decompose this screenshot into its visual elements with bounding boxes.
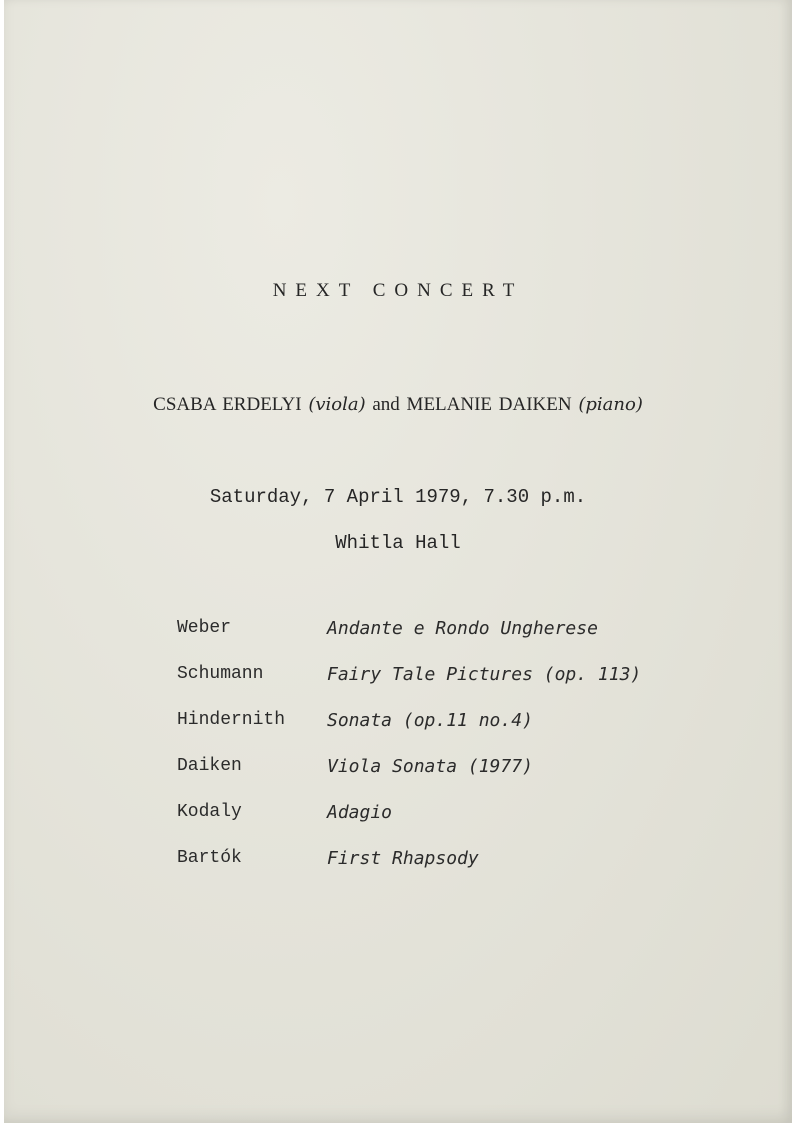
programme-item: [177, 848, 737, 894]
composer-name: Schumann: [177, 664, 264, 684]
work-title: Andante e Rondo Ungherese: [327, 618, 598, 639]
composer-name: Weber: [177, 618, 232, 638]
performer-1-instrument: (viola): [308, 394, 366, 415]
performers-conjunction: and: [372, 394, 400, 415]
concert-date-time: Saturday, 7 April 1979, 7.30 p.m.: [209, 486, 587, 508]
work-title: First Rhapsody: [327, 848, 479, 869]
work-title: Fairy Tale Pictures (op. 113): [327, 664, 642, 685]
composer-name: Bartók: [177, 848, 242, 868]
programme-item: [177, 664, 737, 710]
work-title: Viola Sonata (1977): [327, 756, 533, 777]
programme-list: [177, 618, 737, 894]
page-heading: NEXT CONCERT: [272, 280, 524, 301]
performer-1-name: CSABA ERDELYI: [153, 394, 302, 415]
performers-line: [4, 394, 792, 416]
performer-2-name: MELANIE DAIKEN: [406, 394, 572, 415]
programme-page: [4, 0, 792, 1123]
performer-2-instrument: (piano): [578, 394, 643, 415]
programme-item: [177, 710, 737, 756]
work-title: Adagio: [327, 802, 393, 823]
programme-item: [177, 756, 737, 802]
concert-venue: Whitla Hall: [335, 532, 461, 554]
programme-item: [177, 618, 737, 664]
programme-item: [177, 802, 737, 848]
composer-name: Kodaly: [177, 802, 242, 822]
work-title: Sonata (op.11 no.4): [327, 710, 533, 731]
composer-name: Hindernith: [177, 710, 286, 730]
composer-name: Daiken: [177, 756, 242, 776]
